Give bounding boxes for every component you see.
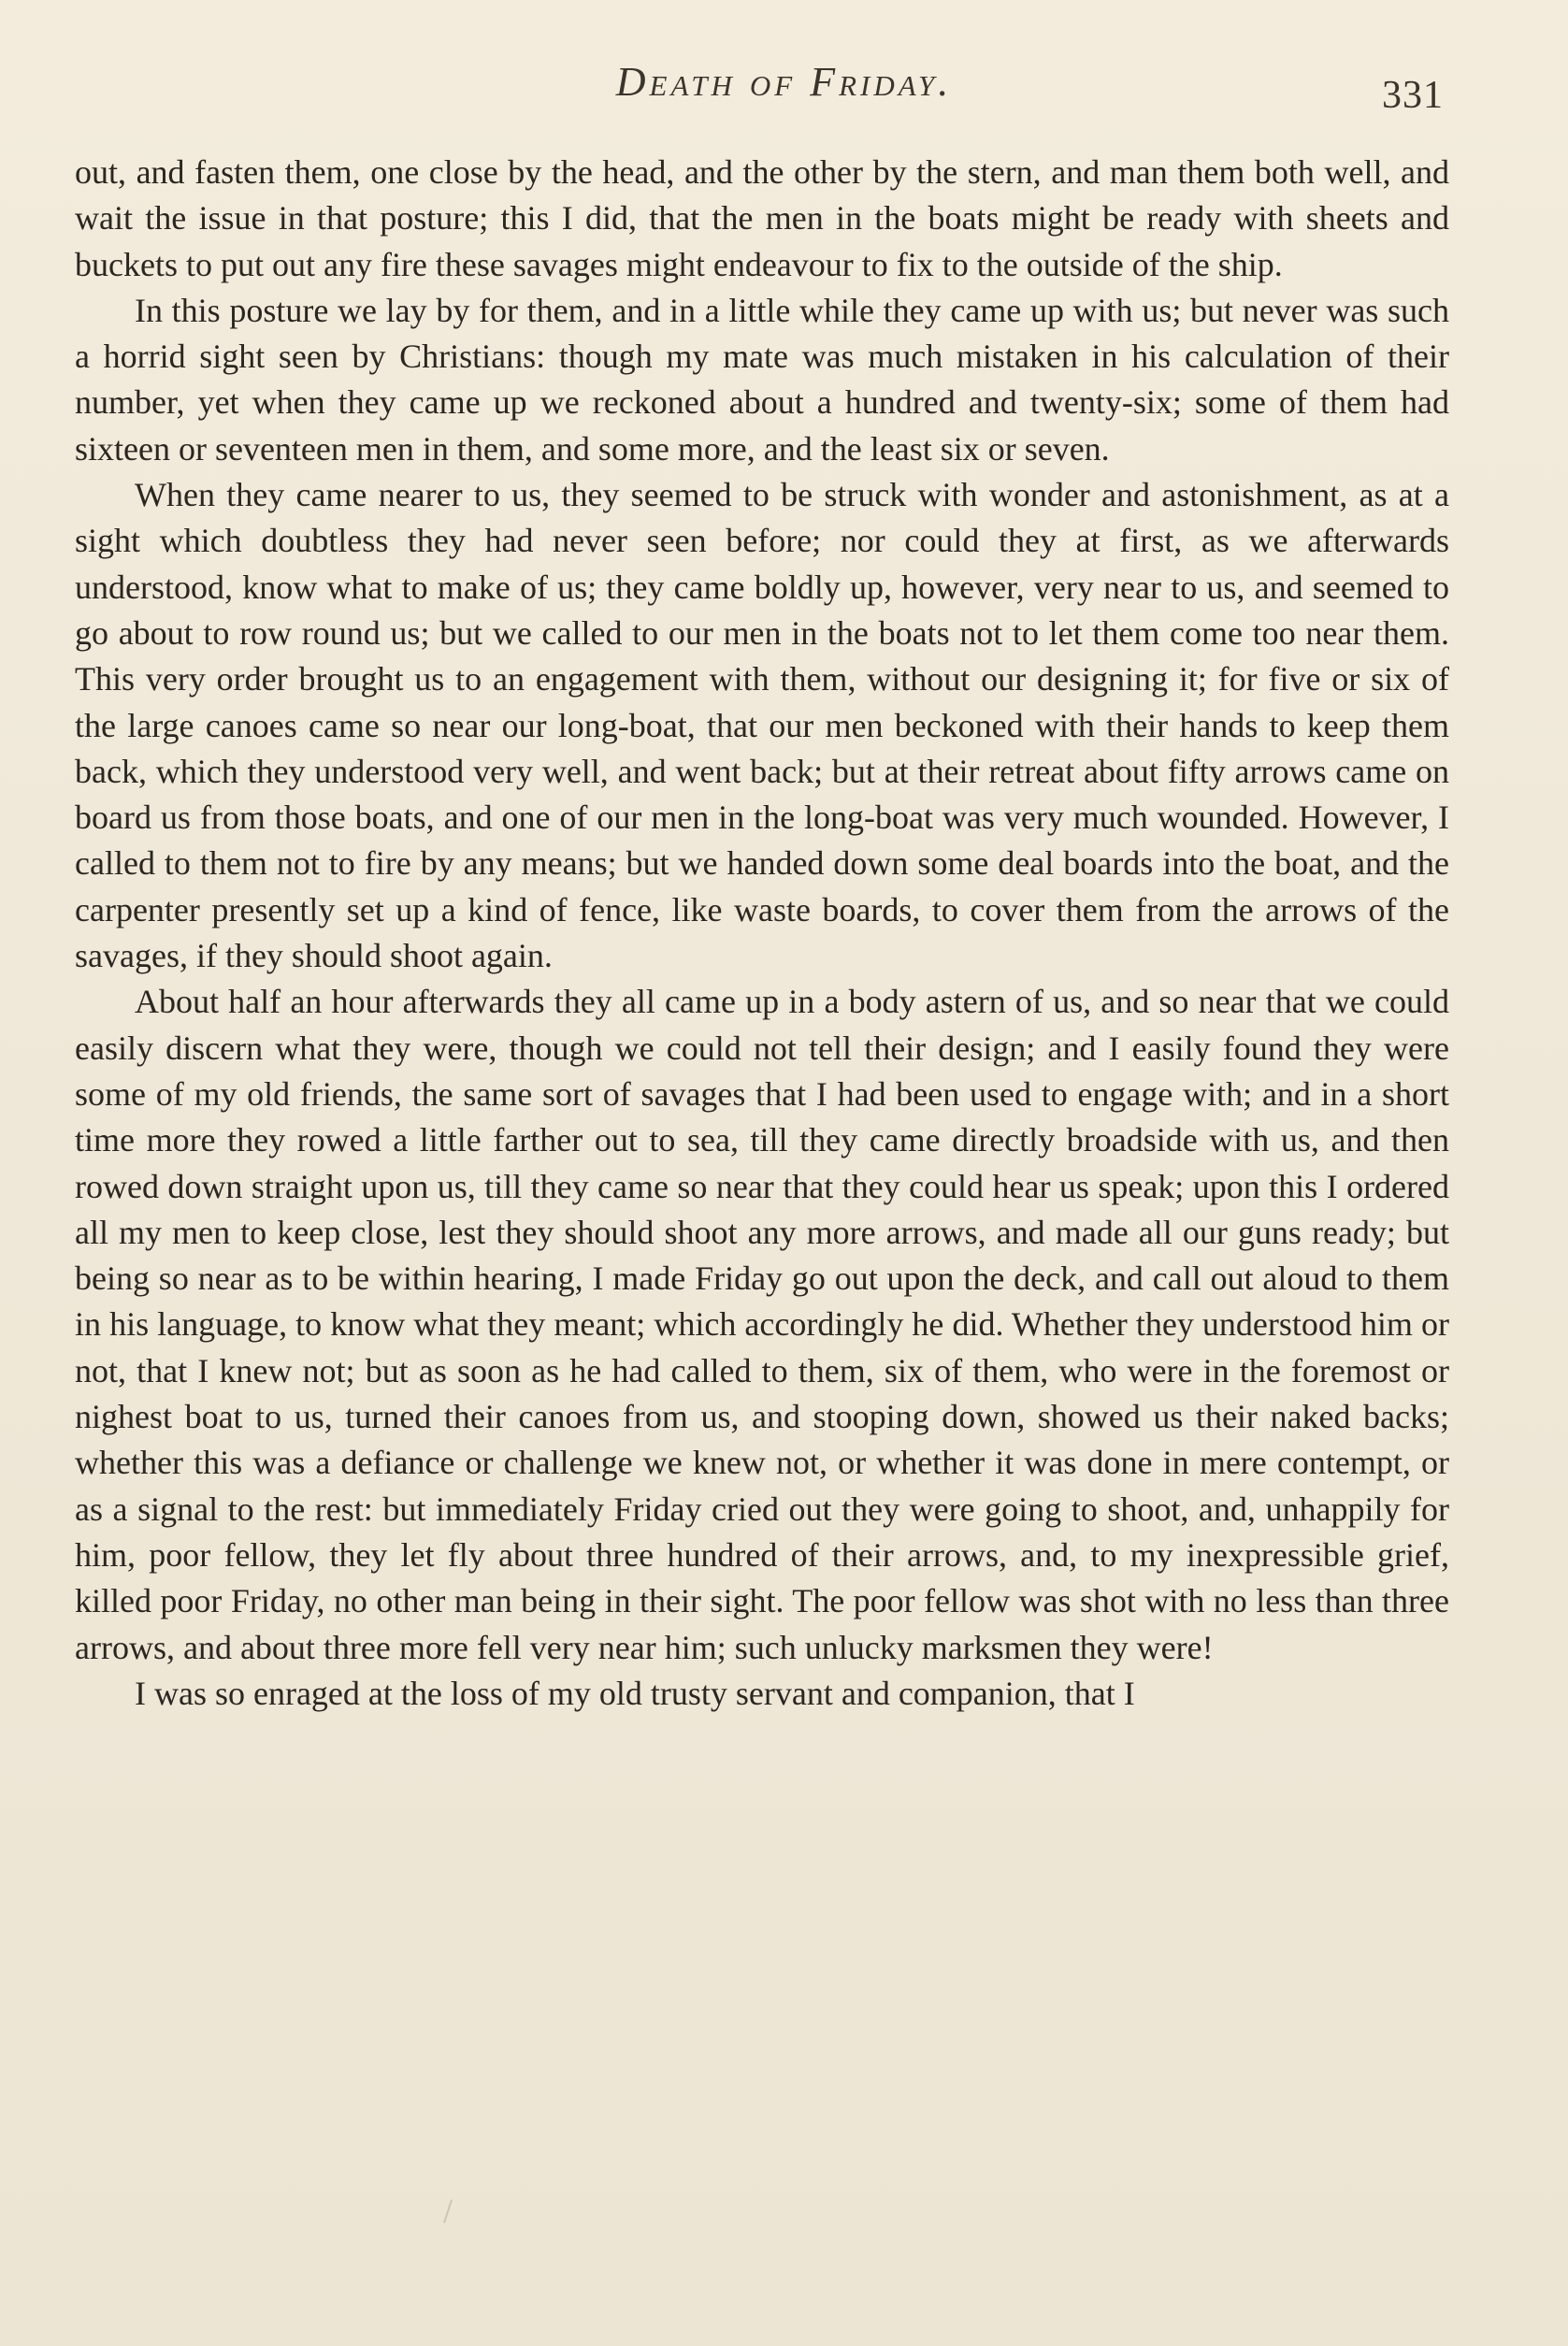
paragraph: I was so enraged at the loss of my old trusty servant and companion, that I: [135, 1674, 1135, 1712]
page-number: 331: [1382, 74, 1444, 117]
paragraph: About half an hour afterwards they all came up in a body astern of us, and so near that we could easily discern what they were, though we could not tell their design; and I easily found they were some of my old friends, the same sort of savages that I had been used to engage with; and in a short time more they rowed a little farther out to sea, till they came directly broadside with us, and then rowed down straight upon us, till they came so near that they could hear us speak; upon this I ordered all my men to keep close, lest they should shoot any more arrows, and made all our guns ready; but being so near as to be within hearing, I made Friday go out upon the deck, and call out aloud to them in his language, to know what they meant; which accordingly he did. Whether they understood him or not, that I knew not; but as soon as he had called to them, six of them, who were in the foremost or nighest boat to us, turned their canoes from us, and stooping down, showed us their naked backs; whether this was a defiance or challenge we knew not, or whether it was done in mere contempt, or as a signal to the rest: but immediately Friday cried out they were going to shoot, and, unhappily for him, poor fellow, they let fly about three hundred of their arrows, and, to my inexpressible grief, killed poor Friday, no other man being in their sight. The poor fellow was shot with no less than three arrows, and about three more fell very near him; such unlucky marksmen they were!: [75, 983, 1449, 1666]
paragraph-continued: out, and fasten them, one close by the head, and the other by the stern, and man them both well, and wait the issue in that posture; this I did, that the men in the boats might be ready with sheets and buckets to put out any fire these savages might endeavour to fix to the outside of the ship.: [75, 153, 1449, 283]
paragraph: In this posture we lay by for them, and in a little while they came up with us; but never was such a horrid sight seen by Christians: though my mate was much mistaken in his calculation of their number, yet when they came up we reckoned about a hundred and twenty-six; some of them had sixteen or seventeen men in them, and some more, and the least six or seven.: [75, 291, 1449, 468]
page-blemish: [443, 2199, 453, 2223]
body-text: [75, 150, 1449, 1717]
running-head-title: Death of Friday.: [615, 59, 953, 105]
paragraph: When they came nearer to us, they seemed to be struck with wonder and astonishment, as at a sight which doubtless they had never seen before; nor could they at first, as we afterwards understood, know what to make of us; they came boldly up, however, very near to us, and seemed to go about to row round us; but we called to our men in the boats not to let them come too near them. This very order brought us to an engagement with them, without our designing it; for five or six of the large canoes came so near our long-boat, that our men beckoned with their hands to keep them back, which they understood very well, and went back; but at their retreat about fifty arrows came on board us from those boats, and one of our men in the long-boat was very much wounded. However, I called to them not to fire by any means; but we handed down some deal boards into the boat, and the carpenter presently set up a kind of fence, like waste boards, to cover them from the arrows of the savages, if they should shoot again.: [75, 476, 1449, 975]
